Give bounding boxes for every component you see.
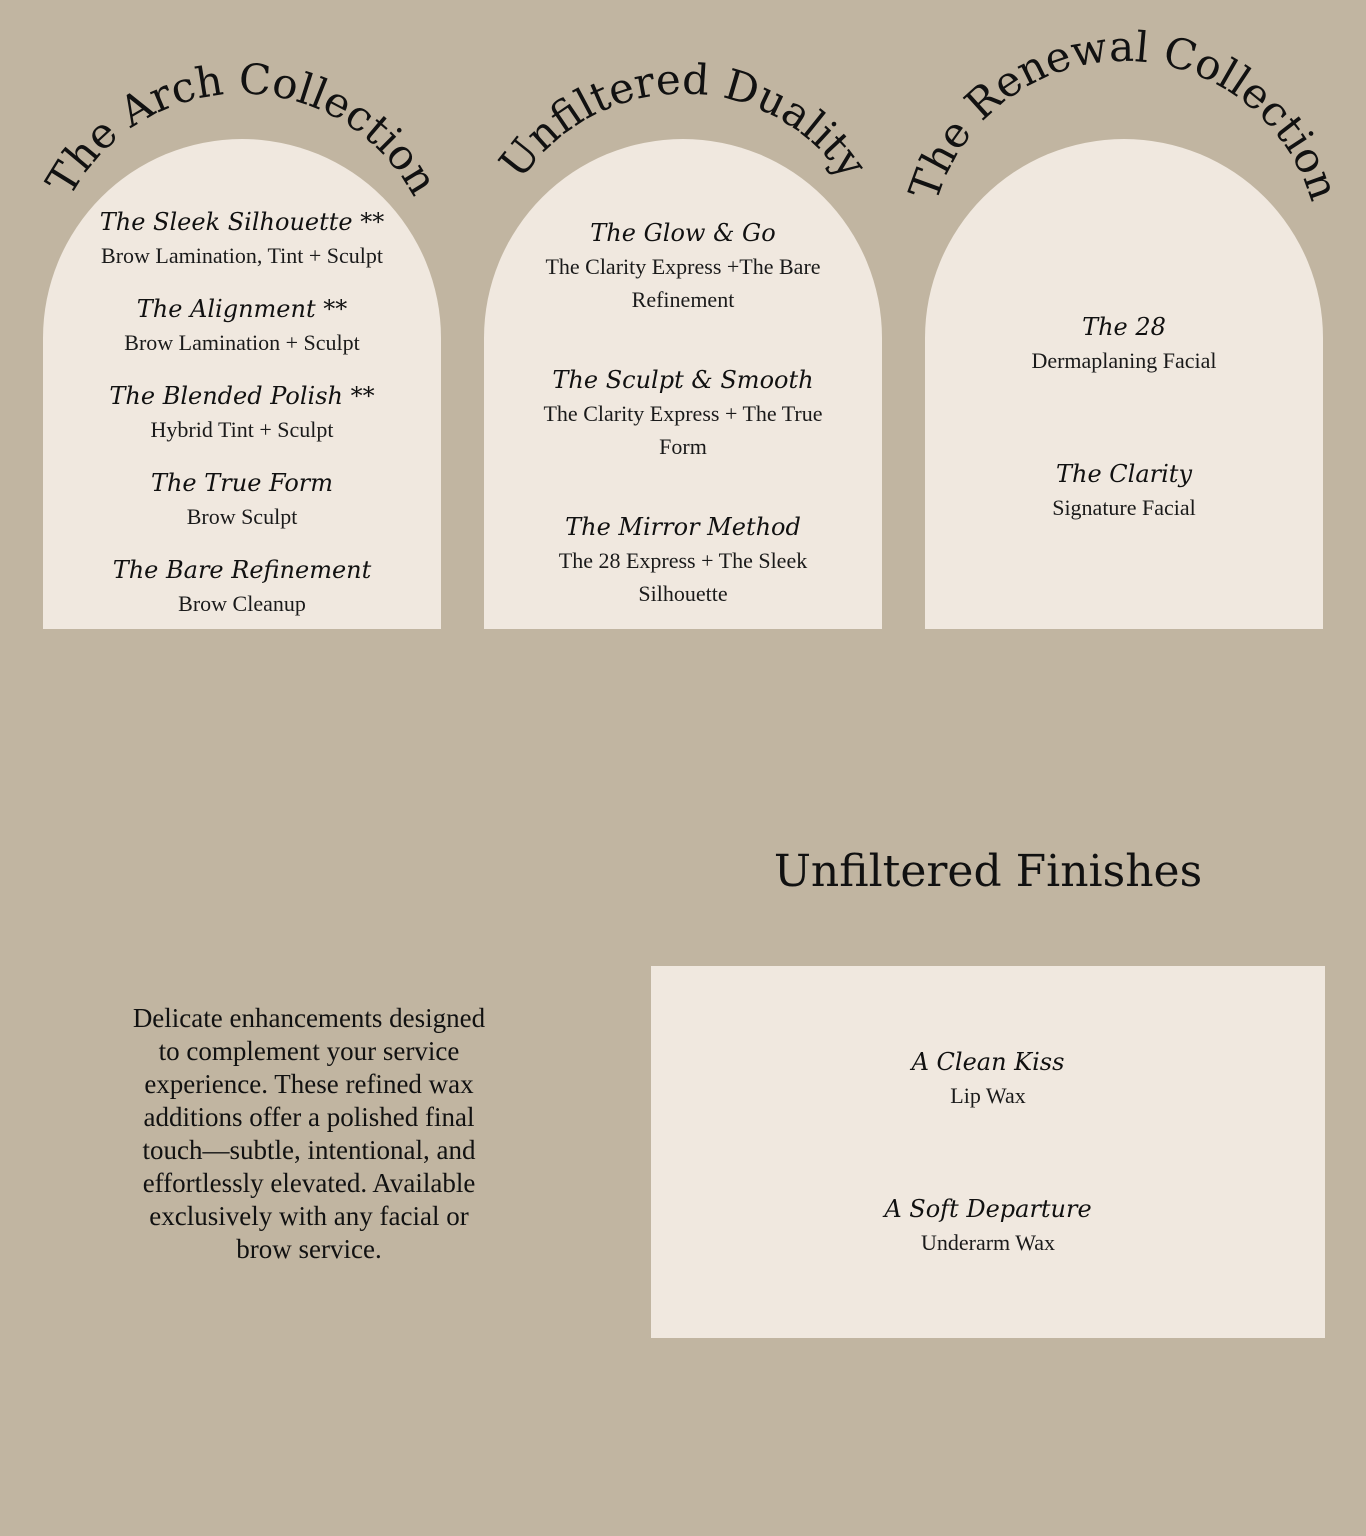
renewal-collection-card: [925, 139, 1323, 629]
service-description: Brow Cleanup: [178, 591, 306, 616]
service-name: The True Form: [150, 469, 334, 497]
service-blended-polish[interactable]: [43, 379, 441, 446]
arch-collection-card: [43, 139, 441, 629]
service-description: Hybrid Tint + Sculpt: [150, 417, 334, 442]
service-name: The Blended Polish **: [109, 382, 375, 410]
service-description: Brow Lamination, Tint + Sculpt: [101, 243, 383, 268]
service-name: The Clarity: [1056, 460, 1192, 488]
service-description: Signature Facial: [1052, 495, 1196, 520]
svg-text:Unfiltered Duality: Unfiltered Duality: [489, 54, 877, 188]
service-the-28[interactable]: [925, 310, 1323, 377]
finishes-description: Delicate enhancements designed to complement your service experience. These refined wax additions offer a polished final touch—subtle, intentional, and effortlessly elevated. Available exclusively with any facial or brow service.: [132, 1003, 486, 1264]
service-the-clarity[interactable]: [925, 457, 1323, 524]
service-true-form[interactable]: [43, 466, 441, 533]
service-name: The Sleek Silhouette **: [99, 208, 385, 236]
service-description: The Clarity Express + The True Form: [543, 401, 823, 459]
finishes-card: [651, 966, 1325, 1338]
service-name: The Mirror Method: [565, 513, 801, 541]
service-sleek-silhouette[interactable]: [43, 205, 441, 272]
service-sculpt-and-smooth[interactable]: [484, 363, 882, 463]
service-description: The Clarity Express +The Bare Refinement: [545, 254, 821, 312]
service-name: A Clean Kiss: [911, 1048, 1065, 1076]
service-glow-and-go[interactable]: [484, 216, 882, 316]
service-bare-refinement[interactable]: [43, 553, 441, 620]
finishes-title: Unfiltered Finishes: [773, 846, 1203, 897]
service-description: The 28 Express + The Sleek Silhouette: [558, 548, 808, 606]
service-description: Dermaplaning Facial: [1031, 348, 1217, 373]
service-name: A Soft Departure: [884, 1195, 1092, 1223]
service-soft-departure[interactable]: [651, 1192, 1325, 1259]
svg-text:The Arch Collection: The Arch Collection: [36, 54, 448, 204]
service-clean-kiss[interactable]: [651, 1045, 1325, 1112]
service-description: Brow Sculpt: [186, 504, 298, 529]
service-description: Lip Wax: [950, 1083, 1026, 1108]
service-mirror-method[interactable]: [484, 510, 882, 610]
service-name: The Glow & Go: [590, 219, 776, 247]
service-name: The Alignment **: [136, 295, 348, 323]
svg-text:The Renewal Collection: The Renewal Collection: [899, 21, 1349, 207]
unfiltered-duality-card: [484, 139, 882, 629]
service-description: Brow Lamination + Sculpt: [124, 330, 360, 355]
service-name: The Sculpt & Smooth: [552, 366, 814, 394]
service-description: Underarm Wax: [920, 1230, 1056, 1255]
service-name: The 28: [1082, 313, 1166, 341]
service-name: The Bare Refinement: [112, 556, 372, 584]
service-alignment[interactable]: [43, 292, 441, 359]
